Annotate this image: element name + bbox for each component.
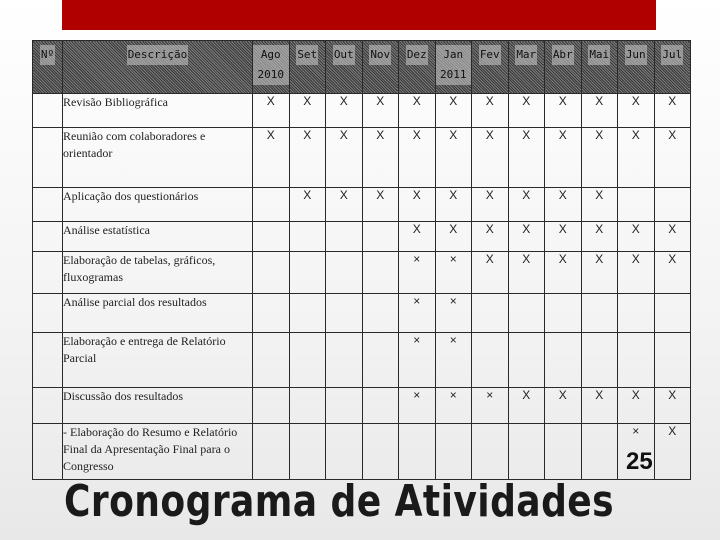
month-mark-cell: X — [654, 94, 691, 128]
month-mark-cell — [289, 424, 326, 480]
month-mark-cell: X — [581, 187, 618, 221]
month-mark-cell — [253, 187, 290, 221]
month-mark-cell: X — [508, 187, 545, 221]
month-mark-cell: X — [581, 128, 618, 188]
month-mark-cell — [362, 251, 399, 294]
table-row — [33, 332, 691, 387]
month-mark-cell: X — [472, 128, 509, 188]
month-mark-cell: × — [435, 251, 472, 294]
month-mark-cell — [326, 424, 363, 480]
month-mark-cell — [253, 221, 290, 251]
month-mark-cell: X — [654, 251, 691, 294]
month-mark-cell — [253, 424, 290, 480]
month-mark-cell: X — [399, 128, 436, 188]
header-month: Out — [326, 41, 363, 94]
month-mark-cell: X — [362, 128, 399, 188]
month-mark-cell — [508, 294, 545, 332]
schedule-table-container — [32, 40, 690, 480]
header-month: Dez — [399, 41, 436, 94]
month-mark-cell — [508, 332, 545, 387]
table-row — [33, 424, 691, 480]
month-mark-cell: X — [508, 221, 545, 251]
header-month: Set — [289, 41, 326, 94]
month-mark-cell: × — [435, 294, 472, 332]
header-month: Jun — [618, 41, 655, 94]
month-mark-cell: X — [289, 94, 326, 128]
month-mark-cell — [253, 251, 290, 294]
slide-title: Cronograma de Atividades — [64, 476, 615, 527]
month-mark-cell: X — [435, 94, 472, 128]
table-row — [33, 294, 691, 332]
month-mark-cell: X — [435, 221, 472, 251]
month-mark-cell: × — [399, 388, 436, 424]
month-mark-cell — [581, 294, 618, 332]
month-mark-cell — [326, 251, 363, 294]
month-mark-cell: X — [472, 94, 509, 128]
header-month: Jan 2011 — [435, 41, 472, 94]
activity-description: Aplicação dos questionários — [63, 187, 253, 221]
row-number-cell — [33, 128, 63, 188]
month-mark-cell: X — [326, 128, 363, 188]
month-mark-cell: X — [618, 128, 655, 188]
month-mark-cell: X — [289, 187, 326, 221]
month-mark-cell: X — [472, 187, 509, 221]
month-mark-cell: X — [362, 187, 399, 221]
month-mark-cell: × — [435, 388, 472, 424]
month-mark-cell: X — [545, 128, 582, 188]
month-mark-cell — [472, 424, 509, 480]
month-mark-cell: X — [581, 221, 618, 251]
row-number-cell — [33, 187, 63, 221]
activity-description: Reunião com colaboradores e orientador — [63, 128, 253, 188]
month-mark-cell: × — [399, 332, 436, 387]
header-month: Ago 2010 — [253, 41, 290, 94]
header-month: Abr — [545, 41, 582, 94]
month-mark-cell — [362, 294, 399, 332]
month-mark-cell — [472, 332, 509, 387]
activity-description: - Elaboração do Resumo e Relatório Final da Apresentação Final para o Congresso — [63, 424, 253, 480]
month-mark-cell: X — [508, 128, 545, 188]
month-mark-cell — [289, 332, 326, 387]
month-mark-cell — [654, 332, 691, 387]
activity-description: Elaboração e entrega de Relatório Parcial — [63, 332, 253, 387]
month-mark-cell: × — [472, 388, 509, 424]
header-desc: Descrição — [63, 41, 253, 94]
month-mark-cell — [508, 424, 545, 480]
month-mark-cell: X — [618, 94, 655, 128]
month-mark-cell: X — [289, 128, 326, 188]
month-mark-cell: X — [654, 388, 691, 424]
month-mark-cell: X — [253, 94, 290, 128]
month-mark-cell — [289, 294, 326, 332]
activity-description: Revisão Bibliográfica — [63, 94, 253, 128]
table-row — [33, 221, 691, 251]
activity-description: Elaboração de tabelas, gráficos, fluxogramas — [63, 251, 253, 294]
header-month: Nov — [362, 41, 399, 94]
month-mark-cell: X — [435, 187, 472, 221]
month-mark-cell — [654, 187, 691, 221]
month-mark-cell: × — [399, 294, 436, 332]
header-num: Nº — [33, 41, 63, 94]
month-mark-cell — [545, 424, 582, 480]
month-mark-cell: X — [326, 94, 363, 128]
month-mark-cell — [362, 221, 399, 251]
month-mark-cell: X — [399, 94, 436, 128]
activity-description: Análise parcial dos resultados — [63, 294, 253, 332]
month-mark-cell: X — [399, 221, 436, 251]
month-mark-cell: × — [618, 424, 655, 480]
month-mark-cell — [362, 388, 399, 424]
month-mark-cell — [362, 424, 399, 480]
month-mark-cell: X — [618, 221, 655, 251]
month-mark-cell — [326, 332, 363, 387]
month-mark-cell — [289, 221, 326, 251]
activity-description: Discussão dos resultados — [63, 388, 253, 424]
month-mark-cell: X — [618, 251, 655, 294]
page-number: 25 — [626, 448, 653, 475]
month-mark-cell — [326, 221, 363, 251]
month-mark-cell: X — [618, 388, 655, 424]
header-row — [33, 41, 691, 94]
month-mark-cell: X — [253, 128, 290, 188]
row-number-cell — [33, 388, 63, 424]
month-mark-cell — [618, 294, 655, 332]
month-mark-cell: X — [508, 388, 545, 424]
month-mark-cell — [289, 251, 326, 294]
month-mark-cell — [581, 332, 618, 387]
row-number-cell — [33, 294, 63, 332]
header-month: Mai — [581, 41, 618, 94]
month-mark-cell: X — [581, 251, 618, 294]
month-mark-cell — [326, 294, 363, 332]
top-accent-bar — [62, 0, 656, 30]
month-mark-cell — [253, 388, 290, 424]
month-mark-cell: X — [399, 187, 436, 221]
month-mark-cell — [289, 388, 326, 424]
month-mark-cell — [618, 332, 655, 387]
activity-description: Análise estatística — [63, 221, 253, 251]
month-mark-cell — [581, 424, 618, 480]
month-mark-cell: X — [654, 221, 691, 251]
schedule-body — [33, 94, 691, 480]
header-month: Jul — [654, 41, 691, 94]
month-mark-cell — [326, 388, 363, 424]
header-month: Fev — [472, 41, 509, 94]
month-mark-cell — [253, 294, 290, 332]
row-number-cell — [33, 94, 63, 128]
table-row — [33, 128, 691, 188]
table-row — [33, 187, 691, 221]
month-mark-cell: X — [581, 94, 618, 128]
row-number-cell — [33, 221, 63, 251]
month-mark-cell — [362, 332, 399, 387]
month-mark-cell: X — [581, 388, 618, 424]
month-mark-cell: X — [654, 128, 691, 188]
month-mark-cell — [545, 294, 582, 332]
month-mark-cell: X — [545, 221, 582, 251]
month-mark-cell: × — [399, 251, 436, 294]
month-mark-cell — [472, 294, 509, 332]
month-mark-cell: X — [545, 251, 582, 294]
row-number-cell — [33, 251, 63, 294]
month-mark-cell: X — [508, 251, 545, 294]
table-row — [33, 251, 691, 294]
table-row — [33, 94, 691, 128]
month-mark-cell: × — [435, 332, 472, 387]
schedule-table — [32, 40, 691, 480]
month-mark-cell: X — [545, 388, 582, 424]
month-mark-cell: X — [326, 187, 363, 221]
month-mark-cell: X — [362, 94, 399, 128]
month-mark-cell: X — [508, 94, 545, 128]
month-mark-cell — [435, 424, 472, 480]
month-mark-cell: X — [435, 128, 472, 188]
month-mark-cell: X — [654, 424, 691, 480]
month-mark-cell — [654, 294, 691, 332]
header-month: Mar — [508, 41, 545, 94]
month-mark-cell — [545, 332, 582, 387]
month-mark-cell: X — [545, 187, 582, 221]
month-mark-cell: X — [545, 94, 582, 128]
row-number-cell — [33, 332, 63, 387]
month-mark-cell: X — [472, 221, 509, 251]
month-mark-cell — [399, 424, 436, 480]
row-number-cell — [33, 424, 63, 480]
month-mark-cell: X — [472, 251, 509, 294]
month-mark-cell — [253, 332, 290, 387]
table-row — [33, 388, 691, 424]
month-mark-cell — [618, 187, 655, 221]
